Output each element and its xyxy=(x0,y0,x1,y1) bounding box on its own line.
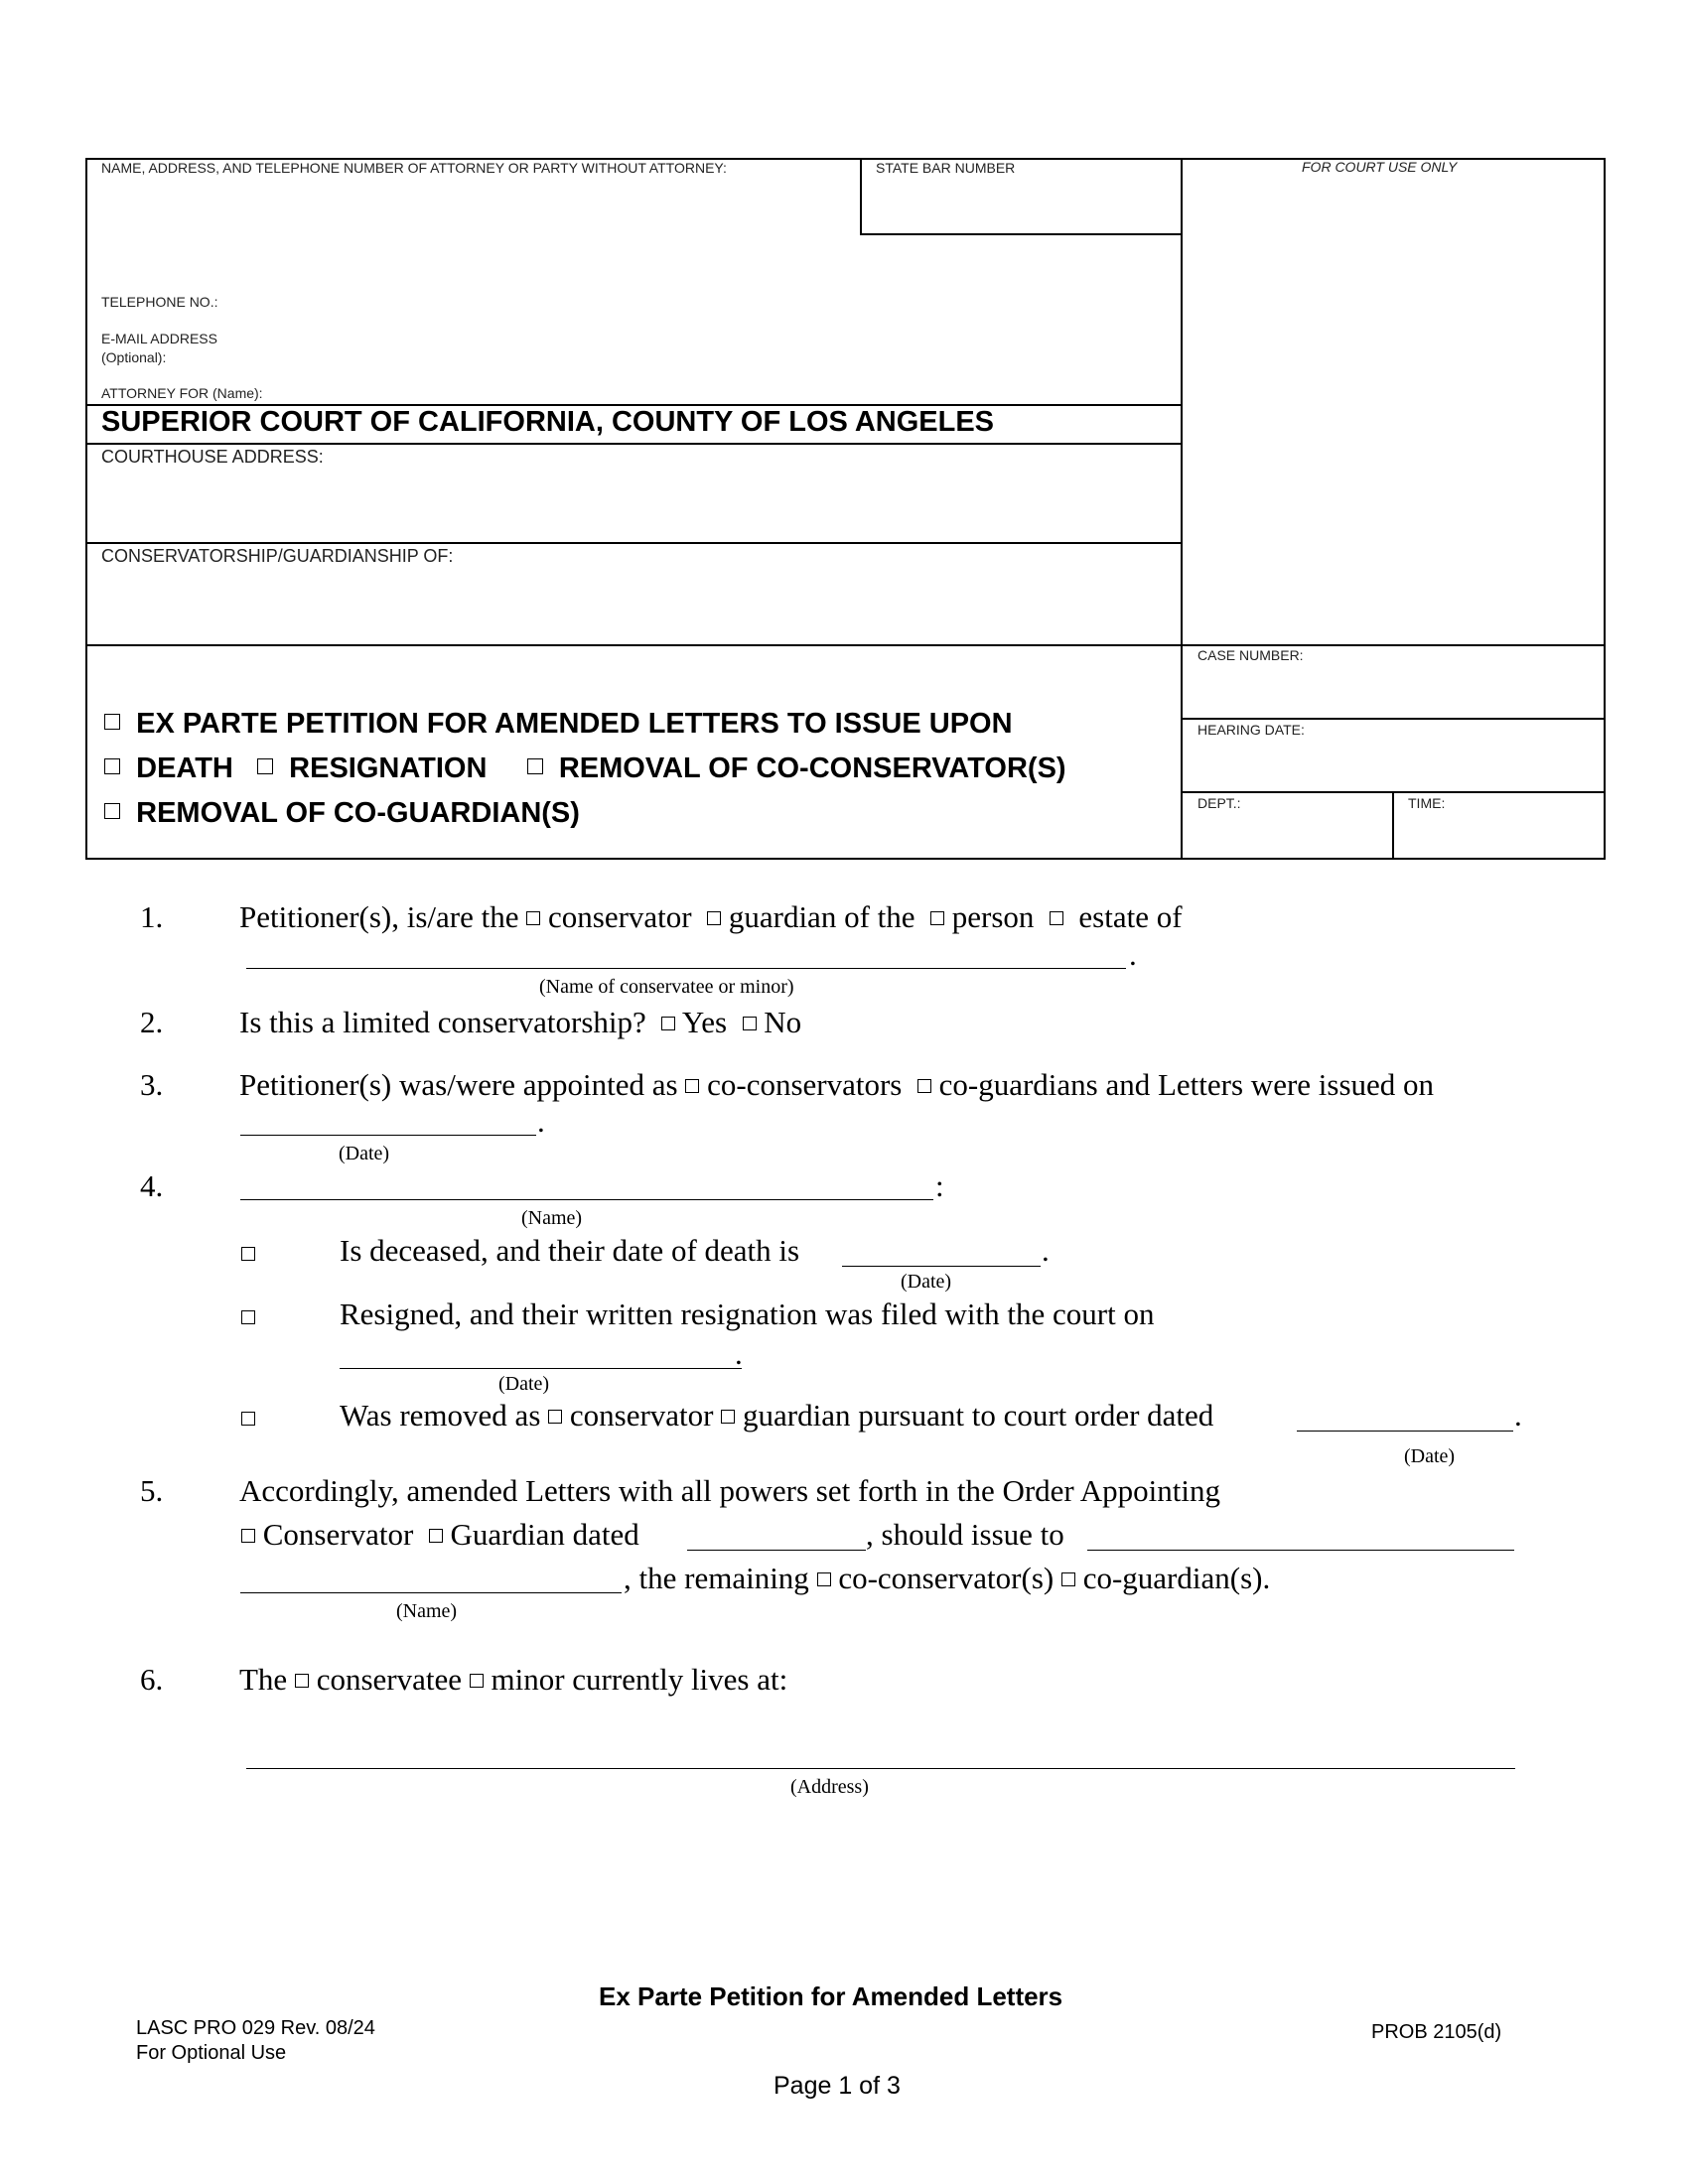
page-number: Page 1 of 3 xyxy=(774,2072,901,2100)
minor-checkbox[interactable] xyxy=(470,1674,484,1688)
attorney-for-label: ATTORNEY FOR (Name): xyxy=(101,385,263,401)
attorney-label: NAME, ADDRESS, AND TELEPHONE NUMBER OF ATTORNEY OR PARTY WITHOUT ATTORNEY: xyxy=(101,160,727,176)
resignation-checkbox[interactable] xyxy=(257,758,273,774)
item-6-text: The conservatee minor currently lives at: xyxy=(239,1662,788,1697)
item-5-line-1: Accordingly, amended Letters with all powers set forth in the Order Appointing xyxy=(239,1473,1221,1508)
item-3-text: Petitioner(s) was/were appointed as co-conservators co-guardians and Letters were issued on xyxy=(239,1067,1435,1102)
court-use-label: FOR COURT USE ONLY xyxy=(1302,159,1458,175)
state-bar-label: STATE BAR NUMBER xyxy=(876,160,1016,176)
telephone-label: TELEPHONE NO.: xyxy=(101,294,218,310)
item-6-number: 6. xyxy=(140,1662,164,1697)
email-optional-label: (Optional): xyxy=(101,349,167,365)
limited-yes-checkbox[interactable] xyxy=(661,1017,675,1030)
removal-date-caption: (Date) xyxy=(1404,1445,1456,1467)
resigned-text: Resigned, and their written resignation was filed with the court on xyxy=(340,1297,1155,1331)
co-conservators-checkbox[interactable] xyxy=(685,1079,699,1093)
item-3-number: 3. xyxy=(140,1067,164,1102)
item-2-number: 2. xyxy=(140,1005,164,1039)
title-line-1: EX PARTE PETITION FOR AMENDED LETTERS TO ISSUE UPON xyxy=(104,708,1013,741)
court-name: SUPERIOR COURT OF CALIFORNIA, COUNTY OF LOS ANGELES xyxy=(101,406,995,438)
resignation-date-caption: (Date) xyxy=(498,1373,550,1395)
item-2-text: Is this a limited conservatorship? Yes No xyxy=(239,1005,802,1039)
order-date-field[interactable] xyxy=(687,1550,866,1551)
item-5-line-3: , the remaining co-conservator(s) co-guardian(s). xyxy=(624,1561,1271,1595)
removal-coconservator-checkbox[interactable] xyxy=(527,758,543,774)
letters-date-caption: (Date) xyxy=(339,1143,390,1164)
dept-label: DEPT.: xyxy=(1197,795,1241,811)
item-5-line-2: Conservator Guardian dated xyxy=(241,1517,639,1553)
address-caption: (Address) xyxy=(790,1776,869,1798)
conservatee-name-field[interactable] xyxy=(246,968,1126,969)
death-date-caption: (Date) xyxy=(901,1271,952,1293)
order-conservator-checkbox[interactable] xyxy=(241,1529,255,1543)
case-number-label: CASE NUMBER: xyxy=(1197,647,1304,663)
email-label: E-MAIL ADDRESS xyxy=(101,331,217,346)
prob-code: PROB 2105(d) xyxy=(1371,2021,1502,2043)
resignation-date-field[interactable] xyxy=(340,1368,742,1369)
time-label: TIME: xyxy=(1408,795,1446,811)
deceased-text: Is deceased, and their date of death is xyxy=(340,1233,800,1268)
co-fiduciary-name-field[interactable] xyxy=(240,1199,933,1200)
courthouse-address-label: COURTHOUSE ADDRESS: xyxy=(101,447,324,467)
case-of-label: CONSERVATORSHIP/GUARDIANSHIP OF: xyxy=(101,546,454,566)
removed-text: Was removed as conservator guardian pursuant to court order dated xyxy=(340,1398,1214,1433)
item-1-text: Petitioner(s), is/are the conservator guardian of the person estate of xyxy=(239,899,1183,934)
person-checkbox[interactable] xyxy=(930,911,944,925)
item-4-number: 4. xyxy=(140,1168,164,1203)
letters-issued-date-field[interactable] xyxy=(240,1135,536,1136)
conservatee-checkbox[interactable] xyxy=(295,1674,309,1688)
title-line-2: DEATH RESIGNATION REMOVAL OF CO-CONSERVATOR(S) xyxy=(104,752,1066,785)
limited-no-checkbox[interactable] xyxy=(743,1017,757,1030)
order-guardian-checkbox[interactable] xyxy=(429,1529,443,1543)
issue-name-caption: (Name) xyxy=(396,1600,458,1622)
remaining-coguardian-checkbox[interactable] xyxy=(1061,1572,1075,1586)
remaining-coconservator-checkbox[interactable] xyxy=(817,1572,831,1586)
deceased-checkbox[interactable] xyxy=(241,1247,255,1261)
conservatee-name-caption: (Name of conservatee or minor) xyxy=(539,976,794,998)
item-1-number: 1. xyxy=(140,899,164,934)
death-checkbox[interactable] xyxy=(104,758,120,774)
issue-to-name-field-b[interactable] xyxy=(240,1592,622,1593)
co-guardians-checkbox[interactable] xyxy=(917,1079,931,1093)
ex-parte-checkbox[interactable] xyxy=(104,714,120,730)
optional-use: For Optional Use xyxy=(136,2042,287,2064)
hearing-date-label: HEARING DATE: xyxy=(1197,722,1305,738)
name-caption: (Name) xyxy=(521,1207,583,1229)
resigned-checkbox[interactable] xyxy=(241,1310,255,1324)
title-line-3: REMOVAL OF CO-GUARDIAN(S) xyxy=(104,797,580,830)
guardian-checkbox[interactable] xyxy=(707,911,721,925)
footer-title: Ex Parte Petition for Amended Letters xyxy=(599,1981,1063,2011)
conservator-checkbox[interactable] xyxy=(526,911,540,925)
removed-checkbox[interactable] xyxy=(241,1412,255,1426)
removed-guardian-checkbox[interactable] xyxy=(721,1410,735,1424)
removed-conservator-checkbox[interactable] xyxy=(548,1410,562,1424)
address-field[interactable] xyxy=(246,1768,1515,1769)
should-issue-text: , should issue to xyxy=(866,1517,1064,1552)
estate-checkbox[interactable] xyxy=(1050,911,1063,925)
issue-to-name-field-a[interactable] xyxy=(1087,1550,1514,1551)
form-id: LASC PRO 029 Rev. 08/24 xyxy=(136,2017,375,2039)
item-5-number: 5. xyxy=(140,1473,164,1508)
removal-coguardian-checkbox[interactable] xyxy=(104,803,120,819)
removal-order-date-field[interactable] xyxy=(1297,1431,1513,1432)
date-of-death-field[interactable] xyxy=(842,1266,1041,1267)
